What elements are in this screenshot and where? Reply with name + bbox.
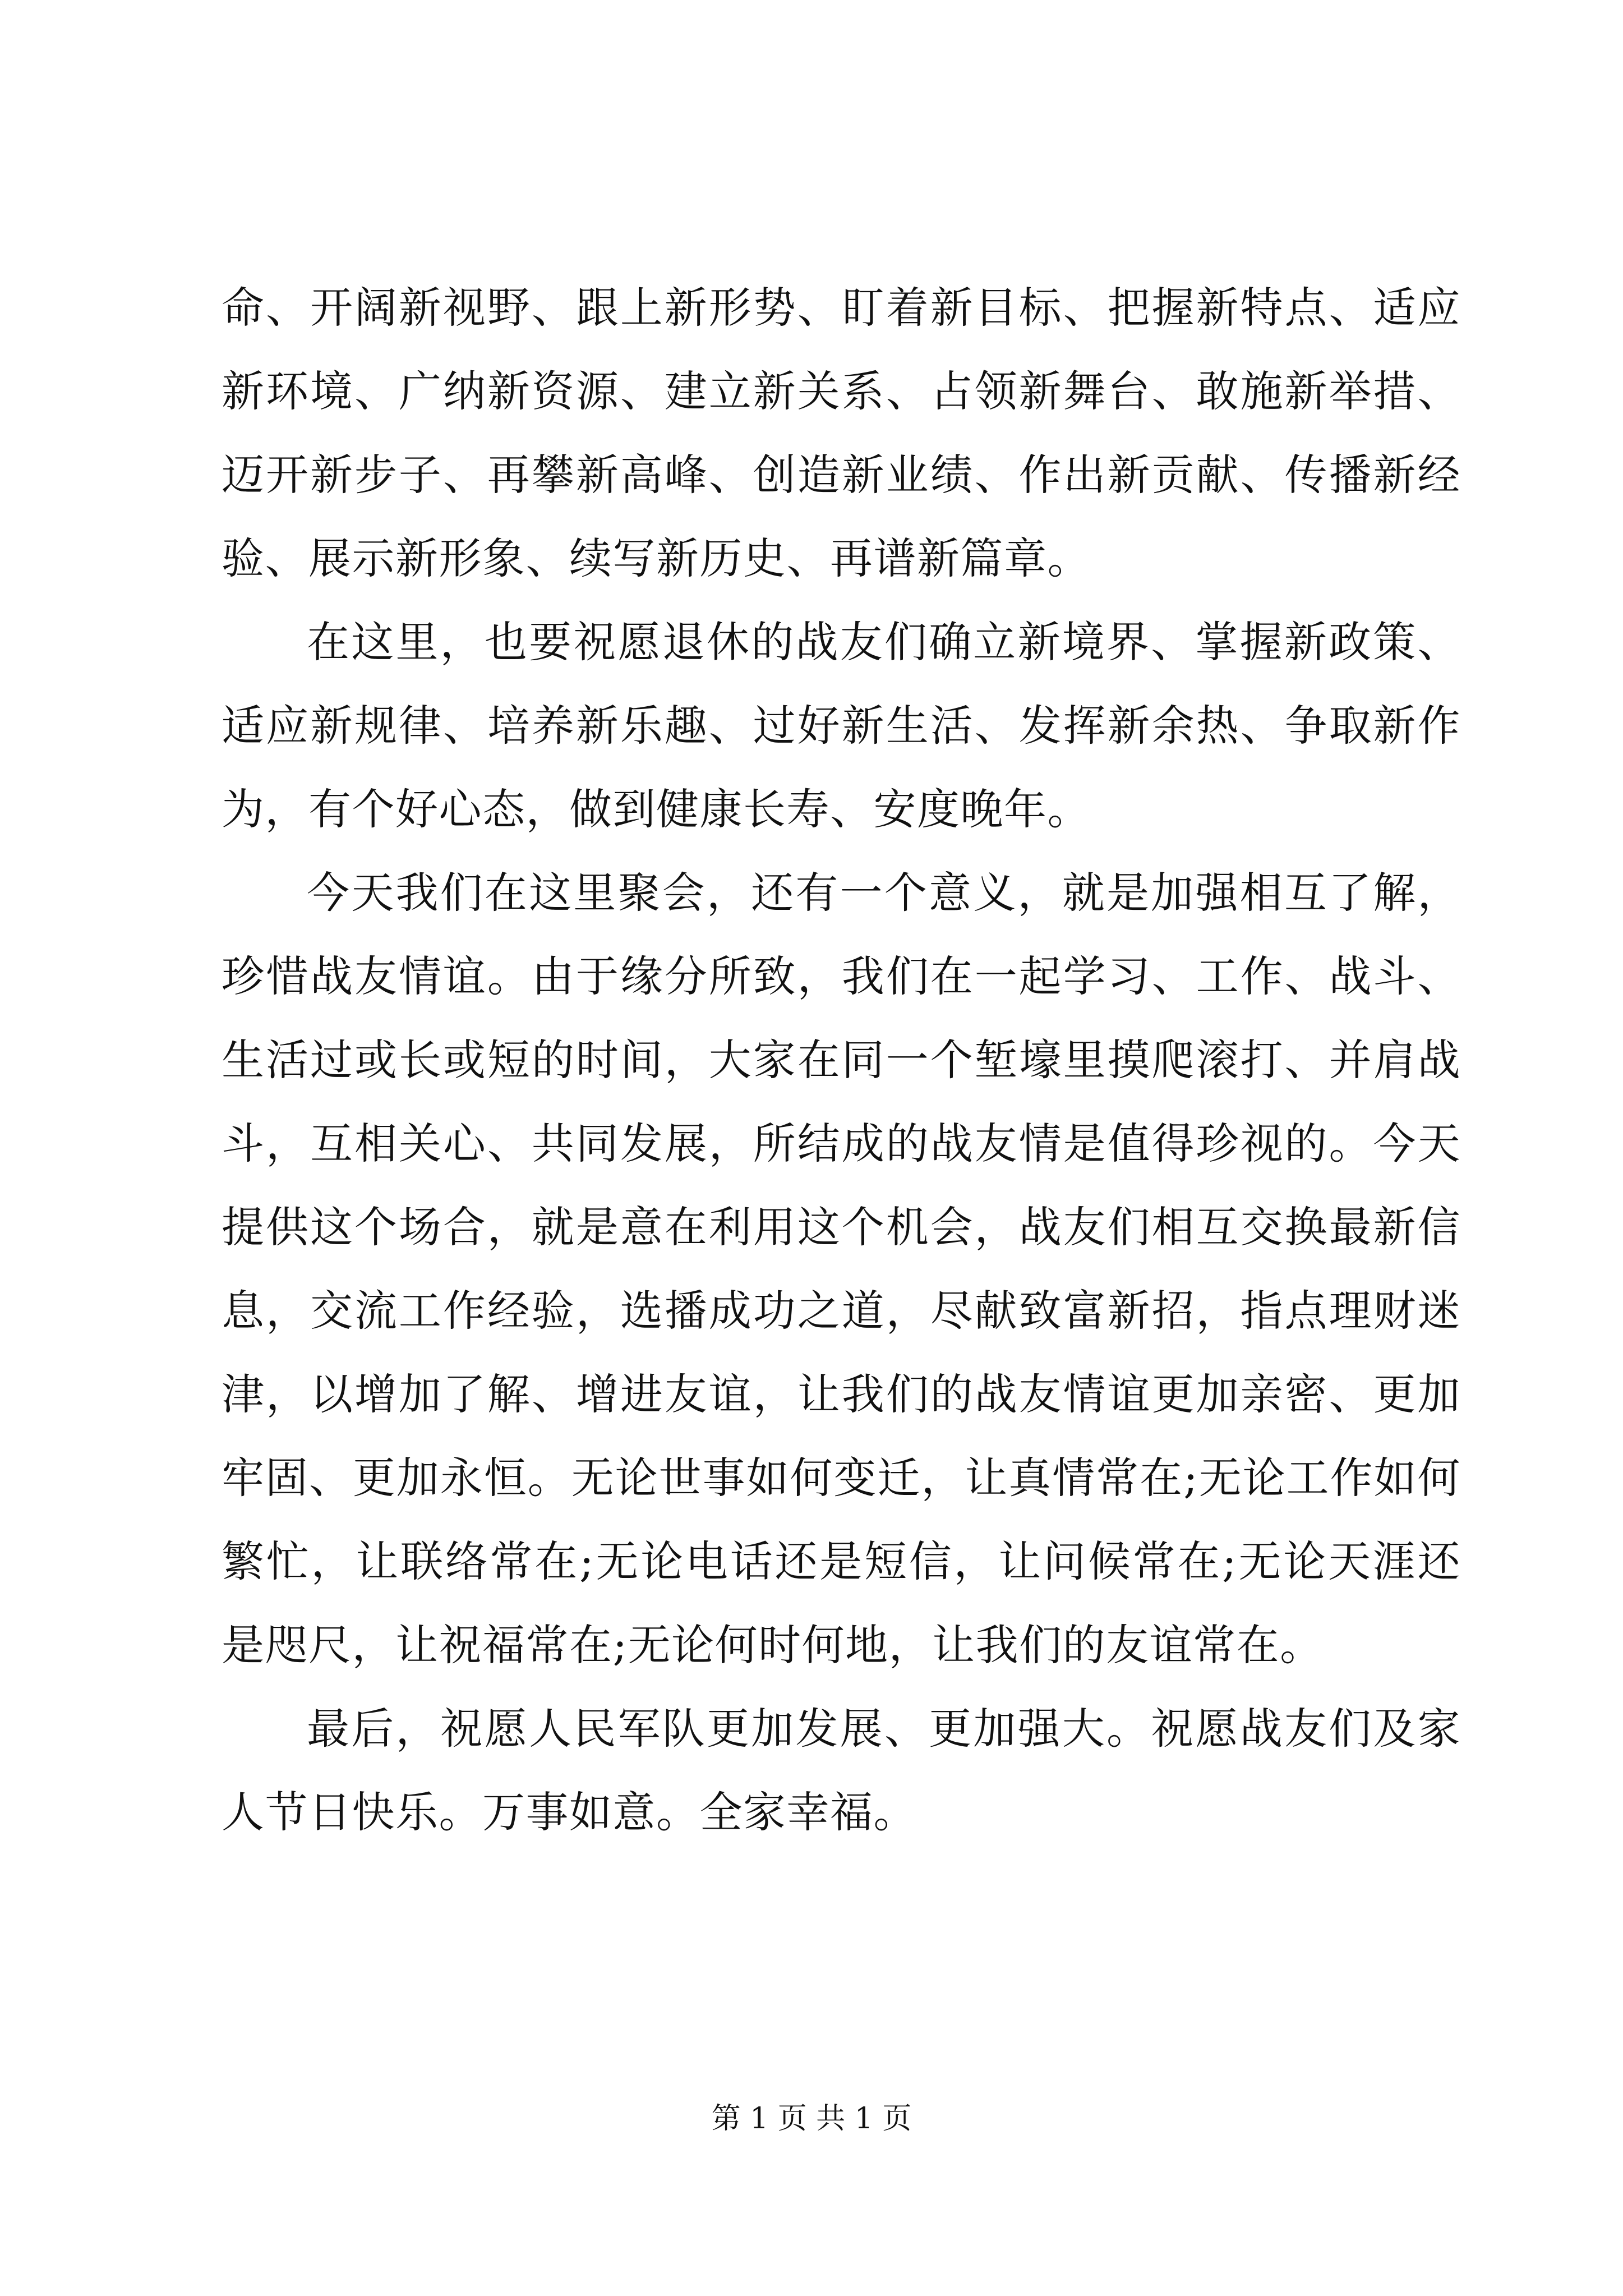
paragraph-closing: 最后，祝愿人民军队更加发展、更加强大。祝愿战友们及家人节日快乐。万事如意。全家幸福。 <box>222 1704 1461 1837</box>
page-footer: 第 1 页 共 1 页 <box>711 2102 912 2136</box>
paragraph-retirees: 在这里，也要祝愿退休的战友们确立新境界、掌握新政策、适应新规律、培养新乐趣、过好新生活、发挥新余热、争取新作为，有个好心态，做到健康长寿、安度晚年。 <box>222 617 1461 834</box>
paragraph-continued: 命、开阔新视野、跟上新形势、盯着新目标、把握新特点、适应新环境、广纳新资源、建立新关系、占领新舞台、敢施新举措、迈开新步子、再攀新高峰、创造新业绩、作出新贡献、传播新经验、展示新形象、续写新历史、再谱新篇章。 <box>222 283 1461 583</box>
paragraph-gathering: 今天我们在这里聚会，还有一个意义，就是加强相互了解，珍惜战友情谊。由于缘分所致，我们在一起学习、工作、战斗、生活过或长或短的时间，大家在同一个堑壕里摸爬滚打、并肩战斗，互相关心、共同发展，所结成的战友情是值得珍视的。今天提供这个场合，就是意在利用这个机会，战友们相互交换最新信息，交流工作经验，选播成功之道，尽献致富新招，指点理财迷津，以增加了解、增进友谊，让我们的战友情谊更加亲密、更加牢固、更加永恒。无论世事如何变迁，让真情常在;无论工作如何繁忙，让联络常在;无论电话还是短信，让问候常在;无论天涯还是咫尺，让祝福常在;无论何时何地，让我们的友谊常在。 <box>222 868 1461 1670</box>
document-body <box>222 266 1461 1854</box>
